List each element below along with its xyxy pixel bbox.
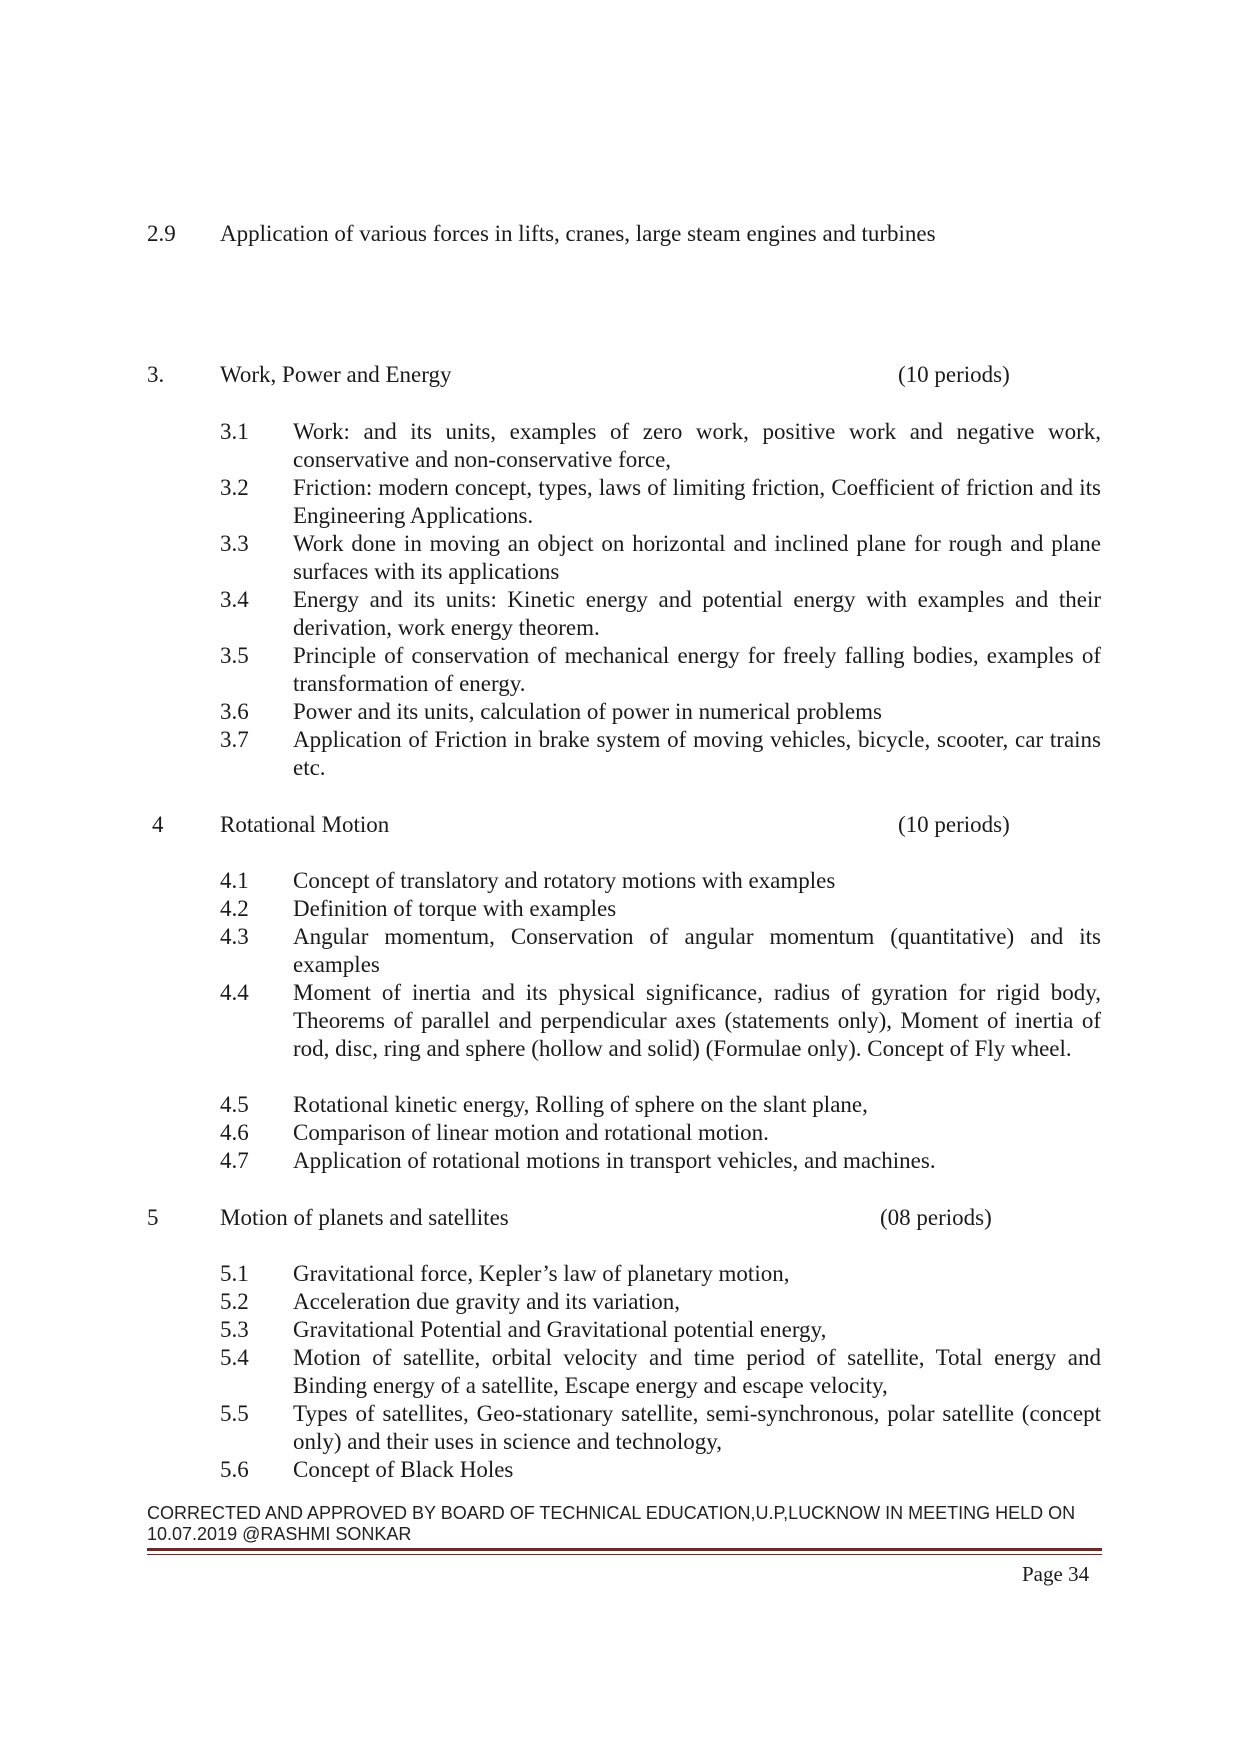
topic-number: 5.1 [220, 1261, 249, 1286]
topic-text: Power and its units, calculation of power in numerical problems [293, 699, 882, 724]
section-title: Work, Power and Energy [220, 362, 452, 387]
topic-number: 3.6 [220, 699, 249, 724]
topic-number: 3.3 [220, 531, 249, 556]
item-number: 2.9 [147, 221, 176, 246]
topic-text: Application of Friction in brake system of moving vehicles, bicycle, scooter, car trains etc. [293, 727, 1101, 780]
topic-number: 3.5 [220, 643, 249, 668]
footer-rule-thick [147, 1548, 1102, 1551]
topic-text: Concept of Black Holes [293, 1457, 514, 1482]
topic-text: Moment of inertia and its physical significance, radius of gyration for rigid body, Theorems of parallel and perpendicular axes (statements only), Moment of inertia of rod, disc, ring and sphere (hollow and solid) (Formulae only). Concept of Fly wheel. [293, 980, 1101, 1061]
topic-number: 4.7 [220, 1148, 249, 1173]
topic-number: 5.5 [220, 1401, 249, 1426]
topic-text: Rotational kinetic energy, Rolling of sphere on the slant plane, [293, 1092, 868, 1117]
topic-text: Energy and its units: Kinetic energy and potential energy with examples and their derivation, work energy theorem. [293, 587, 1101, 640]
topic-text: Gravitational Potential and Gravitational potential energy, [293, 1317, 827, 1342]
topic-number: 3.1 [220, 419, 249, 444]
topic-number: 5.3 [220, 1317, 249, 1342]
topic-number: 3.2 [220, 475, 249, 500]
section-periods: (10 periods) [898, 362, 1010, 387]
topic-number: 4.4 [220, 980, 249, 1005]
topic-text: Gravitational force, Kepler’s law of planetary motion, [293, 1261, 790, 1286]
topic-text: Motion of satellite, orbital velocity and time period of satellite, Total energy and Binding energy of a satellite, Escape energy and escape velocity, [293, 1345, 1101, 1398]
topic-text: Definition of torque with examples [293, 896, 617, 921]
topic-number: 5.4 [220, 1345, 249, 1370]
topic-number: 4.1 [220, 868, 249, 893]
topic-number: 3.7 [220, 727, 249, 752]
topic-number: 5.6 [220, 1457, 249, 1482]
topic-text: Application of rotational motions in transport vehicles, and machines. [293, 1148, 936, 1173]
section-title: Motion of planets and satellites [220, 1205, 509, 1230]
topic-text: Work done in moving an object on horizontal and inclined plane for rough and plane surfaces with its applications [293, 531, 1101, 584]
section-periods: (10 periods) [898, 812, 1010, 837]
topic-text: Concept of translatory and rotatory motions with examples [293, 868, 836, 893]
section-number: 5 [147, 1205, 159, 1230]
section-periods: (08 periods) [880, 1205, 992, 1230]
topic-number: 4.5 [220, 1092, 249, 1117]
topic-text: Angular momentum, Conservation of angular momentum (quantitative) and its examples [293, 924, 1101, 977]
topic-number: 4.6 [220, 1120, 249, 1145]
topic-number: 5.2 [220, 1289, 249, 1314]
section-number: 3. [147, 362, 165, 387]
page-number: Page 34 [1022, 1562, 1090, 1586]
footer-approval-line: CORRECTED AND APPROVED BY BOARD OF TECHNICAL EDUCATION,U.P,LUCKNOW IN MEETING HELD ON [147, 1503, 1076, 1523]
topic-text: Friction: modern concept, types, laws of limiting friction, Coefficient of friction and its Engineering Applications. [293, 475, 1101, 528]
footer-rule-thin [147, 1554, 1102, 1555]
footer-author-line: 10.07.2019 @RASHMI SONKAR [147, 1524, 412, 1544]
topic-number: 4.3 [220, 924, 249, 949]
item-text: Application of various forces in lifts, cranes, large steam engines and turbines [220, 221, 936, 246]
topic-text: Types of satellites, Geo-stationary satellite, semi-synchronous, polar satellite (concept only) and their uses in science and technology, [293, 1401, 1101, 1454]
topic-number: 4.2 [220, 896, 249, 921]
section-title: Rotational Motion [220, 812, 390, 837]
topic-text: Acceleration due gravity and its variation, [293, 1289, 681, 1314]
topic-text: Work: and its units, examples of zero work, positive work and negative work, conservative and non-conservative force, [293, 419, 1101, 472]
topic-text: Comparison of linear motion and rotational motion. [293, 1120, 769, 1145]
topic-text: Principle of conservation of mechanical energy for freely falling bodies, examples of transformation of energy. [293, 643, 1101, 696]
topic-number: 3.4 [220, 587, 249, 612]
section-number: 4 [152, 812, 164, 837]
